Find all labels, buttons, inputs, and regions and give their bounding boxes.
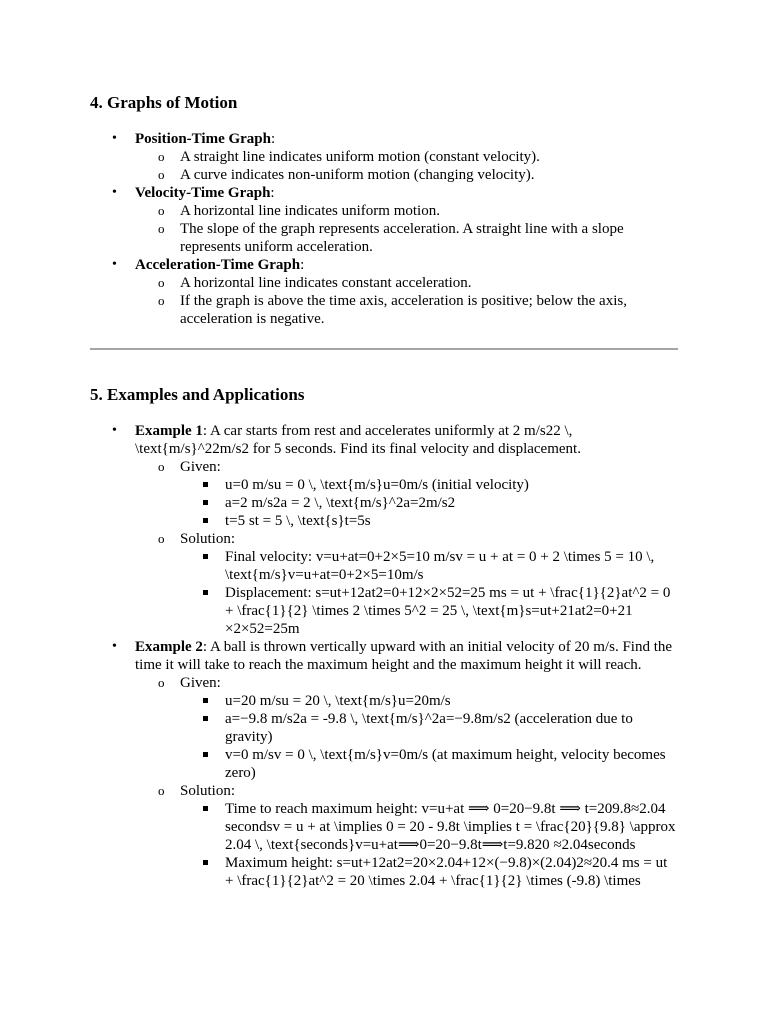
item-label: Velocity-Time Graph [135,185,271,201]
item-label: Acceleration-Time Graph [135,257,301,273]
solution-item: Time to reach maximum height: v=u+at ⟹ 0=20−9.8t ⟹ t=209.8≈2.04 secondsv = u + at \implies 0 = 20 - 9.8t \implies t = \frac{20}{9.8} \approx 2.04 \, \text{seconds}v=u+at⟹0=20−9.8t⟹t=9.820 ≈2.04seconds [180,800,678,854]
given-block [135,674,678,782]
given-item: v=0 m/sv = 0 \, \text{m/s}v=0m/s (at maximum height, velocity becomes zero) [180,746,678,782]
item-suffix: : [300,257,305,273]
given-block [135,458,678,530]
example-text: : A car starts from rest and accelerates uniformly at 2 m/s22 \, \text{m/s}^22m/s2 for 5 seconds. Find its final velocity and displacement. [135,423,581,457]
given-list [180,692,678,782]
given-label: Given: [180,675,221,691]
sub-list [135,202,678,256]
example-text: : A ball is thrown vertically upward with an initial velocity of 20 m/s. Find the time it will take to reach the maximum height and the maximum height it will reach. [135,639,673,673]
solution-block [135,782,678,890]
example-label: Example 1 [135,423,203,439]
graphs-list [90,130,678,328]
given-item: u=20 m/su = 20 \, \text{m/s}u=20m/s [180,692,678,710]
solution-list [180,800,678,890]
item-suffix: : [270,131,276,147]
solution-item: Final velocity: v=u+at=0+2×5=10 m/sv = u + at = 0 + 2 \times 5 = 10 \, \text{m/s}v=u+at=0+2×5=10m/s [180,548,678,584]
sub-list [135,148,678,184]
list-item-position-time [90,130,678,184]
solution-label: Solution: [180,783,236,799]
list-item-example-1 [90,422,678,638]
sub-list [135,458,678,638]
list-item-example-2 [90,638,678,890]
sub-list [135,274,678,328]
given-item: a=−9.8 m/s2a = -9.8 \, \text{m/s}^2a=−9.8m/s2 (acceleration due to gravity) [180,710,678,746]
sub-list-item: o A curve indicates non-uniform motion (changing velocity). [135,166,678,184]
sub-list-item: o A straight line indicates uniform motion (constant velocity). [135,148,678,166]
list-item-acceleration-time [90,256,678,328]
section-divider [90,348,678,350]
given-item: a=2 m/s2a = 2 \, \text{m/s}^2a=2m/s2 [180,494,678,512]
solution-item: Maximum height: s=ut+12at2=20×2.04+12×(−9.8)×(2.04)2≈20.4 ms = ut + \frac{1}{2}at^2 = 20 \times 2.04 + \frac{1}{2} \times (-9.8) \times [180,854,678,890]
sub-list-item: o A horizontal line indicates constant acceleration. [135,274,678,292]
given-label: Given: [180,459,221,475]
section-heading-examples: 5. Examples and Applications [90,385,305,404]
given-item: u=0 m/su = 0 \, \text{m/s}u=0m/s (initial velocity) [180,476,678,494]
item-label: Position-Time Graph [135,131,271,147]
example-label: Example 2 [135,639,203,655]
solution-block [135,530,678,638]
list-item-velocity-time [90,184,678,256]
item-suffix: : [270,185,275,201]
sub-list [135,674,678,890]
given-list [180,476,678,530]
sub-list-item: o The slope of the graph represents acceleration. A straight line with a slope represents uniform acceleration. [135,220,678,256]
solution-list [180,548,678,638]
sub-list-item: o A horizontal line indicates uniform motion. [135,202,678,220]
section-heading-graphs: 4. Graphs of Motion [90,93,238,112]
solution-label: Solution: [180,531,236,547]
sub-list-item: o If the graph is above the time axis, acceleration is positive; below the axis, acceleration is negative. [135,292,678,328]
given-item: t=5 st = 5 \, \text{s}t=5s [180,512,678,530]
solution-item: Displacement: s=ut+12at2=0+12×2×52=25 ms = ut + \frac{1}{2}at^2 = 0 + \frac{1}{2} \times 2 \times 5^2 = 25 \, \text{m}s=ut+21at2=0+21 ×2×52=25m [180,584,678,638]
examples-list [90,422,678,890]
